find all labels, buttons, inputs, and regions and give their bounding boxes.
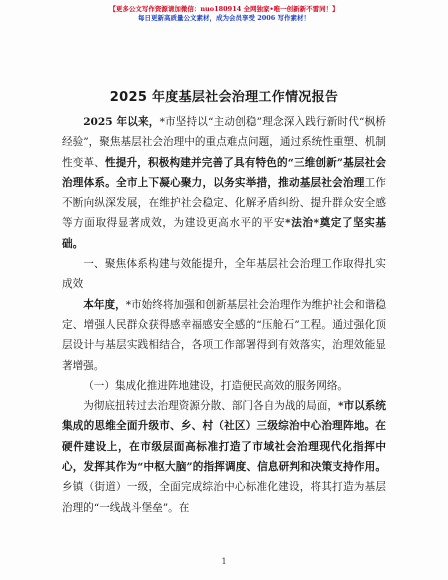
paragraph-annual (62, 295, 386, 376)
document-title: 2025 年度基层社会治理工作情况报告 (109, 90, 339, 105)
intro-lead: 2025 年以来， (83, 116, 160, 128)
intro-text-4: *法治*奠定了坚实基础。 (62, 217, 386, 250)
positions-text-1: 为彻底扭转过去治理资源分散、部门各自为战的局面， (83, 400, 338, 413)
section-heading-1: 一、聚焦体系构建与效能提升，全年基层社会治理工作取得扎实成效 (62, 258, 386, 291)
promo-banner (40, 5, 408, 23)
intro-text-2: 性提升，积极构建并完善了具有特色的“三维创新”基层社会治理体系。全市上下凝心聚力，以务实举措，推动基层社会治理 (62, 156, 387, 189)
document-body (62, 112, 386, 518)
positions-text-2: *市以系统集成的思维全面升级市、乡、村（社区）三级综治中心治理阵地。 (62, 400, 386, 433)
subheading-1: （一）集成化推进阵地建设，打造便民高效的服务网络。 (83, 379, 349, 392)
annual-text: *市始终将加强和创新基层社会治理作为维护社会和谐稳定、增强人民群众获得感幸福感安全感的“压舱石”工程。通过强化顶层设计与基层实践相结合，各项工作部署得到有效落实，治理效能显著增强。 (62, 298, 387, 372)
intro-text-1: *市坚持以“主动创稳”理念深入践行新时代“枫桥经验”，聚焦基层社会治理中的重点难点问题，通过系统性重塑、机制性变革、 (62, 116, 386, 169)
banner-line-blue: 每日更新高质量公文素材，成为会员享受 2006 写作素材！ (137, 14, 311, 22)
intro-text-3: 工作不断向纵深发展，在维护社会稳定、化解矛盾纠纷、提升群众安全感等方面取得显著成效，为建设更高水平的平安 (62, 176, 387, 230)
positions-text-4: 乡镇（街道）一级，全面完成综治中心标准化建设，将其打造为基层治理的“一线战斗堡垒”。在 (62, 481, 386, 514)
paragraph-positions (62, 396, 386, 518)
annual-lead: 本年度， (83, 298, 126, 311)
page-number: 1 (221, 557, 227, 566)
paragraph-intro (62, 112, 386, 254)
positions-text-3: 在硬件建设上，在市级层面高标准打造了市域社会治理现代化指挥中心，发挥其作为“中枢大脑”的指挥调度、信息研判和决策支持作用。 (62, 420, 386, 474)
banner-line-red: 【更多公文写作资源请加微信：nuo180914 全网独家•唯一创新新不雷同！】 (109, 5, 339, 13)
